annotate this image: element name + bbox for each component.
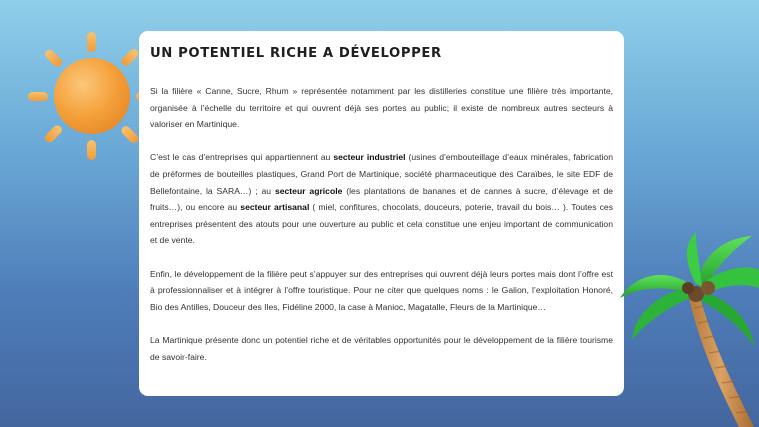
paragraph-text: C’est le cas d’entreprises qui appartiennent au [150, 152, 334, 163]
body-paragraph [150, 266, 613, 316]
content-card [139, 31, 624, 396]
highlighted-sector: secteur industriel [333, 152, 406, 163]
paragraph-text: La Martinique présente donc un potentiel riche et de véritables opportunités pour le développement de la filière tourisme de savoir-faire. [150, 334, 613, 362]
highlighted-sector: secteur artisanal [240, 202, 310, 213]
slide-body [150, 83, 613, 365]
highlighted-sector: secteur agricole [274, 185, 343, 196]
slide-title: UN POTENTIEL RICHE A DÉVELOPPER [150, 46, 442, 61]
body-paragraph [150, 83, 613, 133]
palm-tree-icon [612, 228, 759, 427]
body-paragraph [150, 332, 613, 365]
paragraph-text: (les plantations de bananes et de cannes à sucre, d’élevage et de fruits…), ou encore au [150, 185, 614, 213]
paragraph-text: ( miel, confitures, chocolats, douceurs, poterie, travail du bois… ). Toutes ces entreprises présentent des atouts pour une ouverture au public et cela constitue une enjeu important de communication et de vente. [150, 202, 613, 246]
paragraph-text: Si la filière « Canne, Sucre, Rhum » représentée notamment par les distilleries constitue une filière très importante, organisée à l’échelle du territoire et qui ouvrent déjà ses portes au public; il existe de nombreux autres secteurs à valoriser en Martinique. [150, 86, 613, 130]
paragraph-text: (usines d’embouteillage d’eaux minérales, fabrication de préformes de bouteilles plastiques, Grand Port de Martinique, société pharmaceutique des Caraïbes, le site EDF de Bellefontaine, la SARA…) ; au [150, 152, 613, 196]
body-paragraph [150, 149, 613, 249]
paragraph-text: Enfin, le développement de la filière peut s’appuyer sur des entreprises qui ouvrent déjà leurs portes mais dont l’offre est à professionnaliser et à intégrer à l’offre touristique. Pour ne citer que quelques noms : le Galion, l’exploitation Honoré, Bio des Antilles, Douceur des Iles, Fidéline 2000, la case à Manioc, Magatalle, Fleurs de la Martinique… [150, 268, 613, 312]
